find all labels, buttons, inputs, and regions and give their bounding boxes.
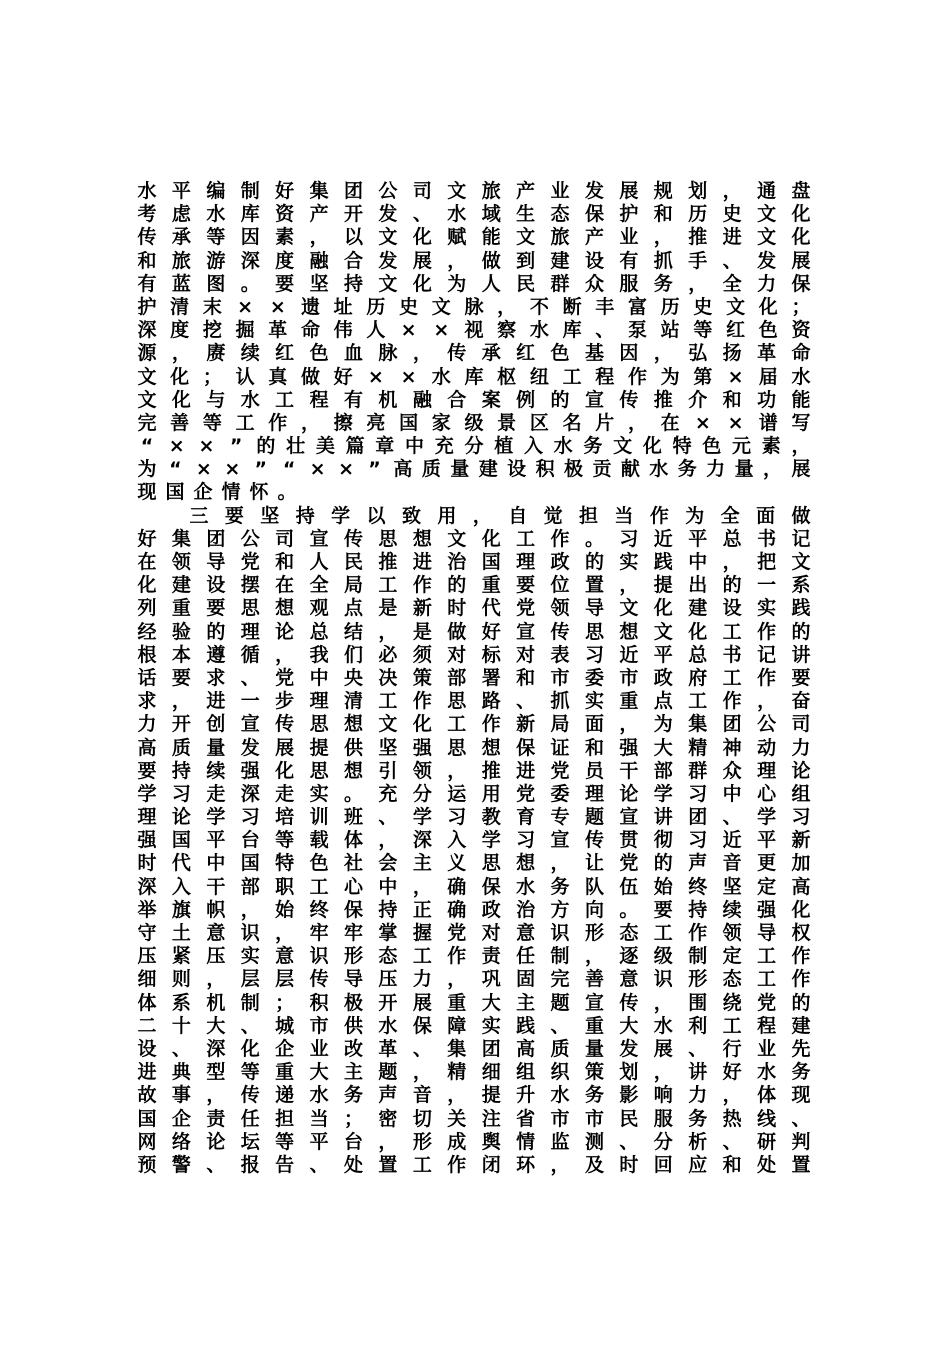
text-line: 三 要 坚 持 学 以 致 用 ， 自 觉 担 当 作 为 全 面 做 bbox=[189, 504, 811, 527]
text-line: 求 ， 进 一 步 理 清 工 作 思 路 、 抓 实 重 点 工 作 ， 奋 bbox=[137, 690, 811, 713]
text-line: 高 质 量 发 展 提 供 坚 强 思 想 保 证 和 强 大 精 神 动 力 bbox=[137, 736, 811, 759]
paragraph bbox=[136, 180, 836, 505]
text-line: 源 ， 赓 续 红 色 血 脉 ， 传 承 红 色 基 因 ， 弘 扬 革 命 bbox=[137, 342, 811, 365]
text-line: 考 虑 水 库 资 产 开 发 、 水 域 生 态 保 护 和 历 史 文 化 bbox=[137, 203, 811, 226]
text-line: 进 典 型 等 重 大 主 题 ， 精 细 组 织 策 划 ， 讲 好 水 务 bbox=[137, 1061, 811, 1084]
text-line: 有 蓝 图 。 要 坚 持 文 化 为 人 民 群 众 服 务 ， 全 力 保 bbox=[137, 272, 811, 295]
text-line: 预 警 、 报 告 、 处 置 工 作 闭 环 ， 及 时 回 应 和 处 置 bbox=[137, 1153, 811, 1176]
text-line: 话 要 求 、 党 中 央 决 策 部 署 和 市 委 市 政 府 工 作 要 bbox=[137, 666, 811, 689]
text-line: 强 国 平 台 等 载 体 ， 深 入 学 习 宣 传 贯 彻 习 近 平 新 bbox=[137, 829, 811, 852]
text-line: 网 络 论 坛 等 平 台 ， 形 成 舆 情 监 测 、 分 析 、 研 判 bbox=[137, 1130, 811, 1153]
text-line: 力 开 创 宣 传 思 想 文 化 工 作 新 局 面 ， 为 集 团 公 司 bbox=[137, 713, 811, 736]
text-line: 体 系 机 制 ； 积 极 开 展 重 大 主 题 宣 传 ， 围 绕 党 的 bbox=[137, 991, 811, 1014]
text-line: 压 紧 压 实 意 识 形 态 工 作 责 任 制 ， 逐 级 制 定 工 作 bbox=[137, 945, 811, 968]
text-line: 设 、 深 化 企 业 改 革 、 集 团 高 质 量 发 展 、 行 业 先 bbox=[137, 1037, 811, 1060]
text-line: 学 习 走 深 走 实 。 充 分 运 用 党 委 理 论 学 习 中 心 组 bbox=[137, 782, 811, 805]
text-line: 文 化 ； 认 真 做 好 × × 水 库 枢 纽 工 程 作 为 第 × 届 水 bbox=[137, 365, 811, 388]
text-line: 经 验 的 理 论 总 结 ， 是 做 好 宣 传 思 想 文 化 工 作 的 bbox=[137, 620, 811, 643]
text-line: 根 本 遵 循 ， 我 们 必 须 对 标 对 表 习 近 平 总 书 记 讲 bbox=[137, 643, 811, 666]
text-line: 和 旅 游 深 度 融 合 发 展 ， 做 到 建 设 有 抓 手 、 发 展 bbox=[137, 249, 811, 272]
text-line: 护 清 末 × × 遗 址 历 史 文 脉 ， 不 断 丰 富 历 史 文 化 ； bbox=[137, 295, 811, 318]
text-line: 文 化 与 水 工 程 有 机 融 合 案 例 的 宣 传 推 介 和 功 能 bbox=[137, 388, 811, 411]
text-line: 守 土 意 识 ， 牢 牢 掌 握 党 对 意 识 形 态 工 作 领 导 权 bbox=[137, 922, 811, 944]
text-line: “ × × ” 的 壮 美 篇 章 中 充 分 植 入 水 务 文 化 特 色 元 素 ， bbox=[140, 435, 811, 458]
text-line: 列 重 要 思 想 观 点 是 新 时 代 党 领 导 文 化 建 设 实 践 bbox=[137, 597, 811, 620]
text-line: 二 十 大 、 城 市 供 水 保 障 实 践 、 重 大 水 利 工 程 建 bbox=[137, 1014, 811, 1037]
text-line: 传 承 等 因 素 ， 以 文 化 赋 能 文 旅 产 业 ， 推 进 文 化 bbox=[137, 226, 811, 249]
text-line: 现 国 企 情 怀 。 bbox=[137, 481, 297, 504]
text-line: 国 企 责 任 担 当 ； 密 切 关 注 省 市 市 民 服 务 热 线 、 bbox=[137, 1107, 811, 1130]
text-line: 深 度 挖 掘 革 命 伟 人 × × 视 察 水 库 、 泵 站 等 红 色 资 bbox=[137, 319, 811, 342]
text-line: 举 旗 帜 ， 始 终 保 持 正 确 政 治 方 向 。 要 持 续 强 化 bbox=[137, 898, 811, 921]
text-line: 深 入 干 部 职 工 心 中 ， 确 保 水 务 队 伍 始 终 坚 定 高 bbox=[137, 875, 811, 898]
text-line: 要 持 续 强 化 思 想 引 领 ， 推 进 党 员 干 部 群 众 理 论 bbox=[137, 759, 811, 782]
text-line: 在 领 导 党 和 人 民 推 进 治 国 理 政 的 实 践 中 ， 把 文 bbox=[137, 551, 811, 573]
text-line: 细 则 ， 层 层 传 导 压 力 ， 巩 固 完 善 意 识 形 态 工 作 bbox=[137, 968, 811, 991]
text-line: 时 代 中 国 特 色 社 会 主 义 思 想 ， 让 党 的 声 音 更 加 bbox=[137, 852, 811, 875]
text-line: 为 “ × × ” “ × × ” 高 质 量 建 设 积 极 贡 献 水 务 力 量 ， 展 bbox=[137, 458, 811, 481]
document-body bbox=[136, 180, 836, 1177]
text-line: 故 事 ， 传 递 水 务 声 音 ， 提 升 水 务 影 响 力 ， 体 现 bbox=[137, 1084, 811, 1107]
text-line: 好 集 团 公 司 宣 传 思 想 文 化 工 作 。 习 近 平 总 书 记 bbox=[137, 527, 811, 550]
text-line: 化 建 设 摆 在 全 局 工 作 的 重 要 位 置 ， 提 出 的 一 系 bbox=[137, 574, 811, 597]
text-line: 理 论 学 习 培 训 班 、 学 习 教 育 专 题 宣 讲 团 、 学 习 bbox=[137, 806, 811, 829]
text-line: 水 平 编 制 好 集 团 公 司 文 旅 产 业 发 展 规 划 ， 通 盘 bbox=[137, 180, 811, 202]
paragraph bbox=[136, 505, 836, 1177]
text-line: 完 善 等 工 作 ， 擦 亮 国 家 级 景 区 名 片 ， 在 × × 谱 写 bbox=[137, 411, 811, 434]
